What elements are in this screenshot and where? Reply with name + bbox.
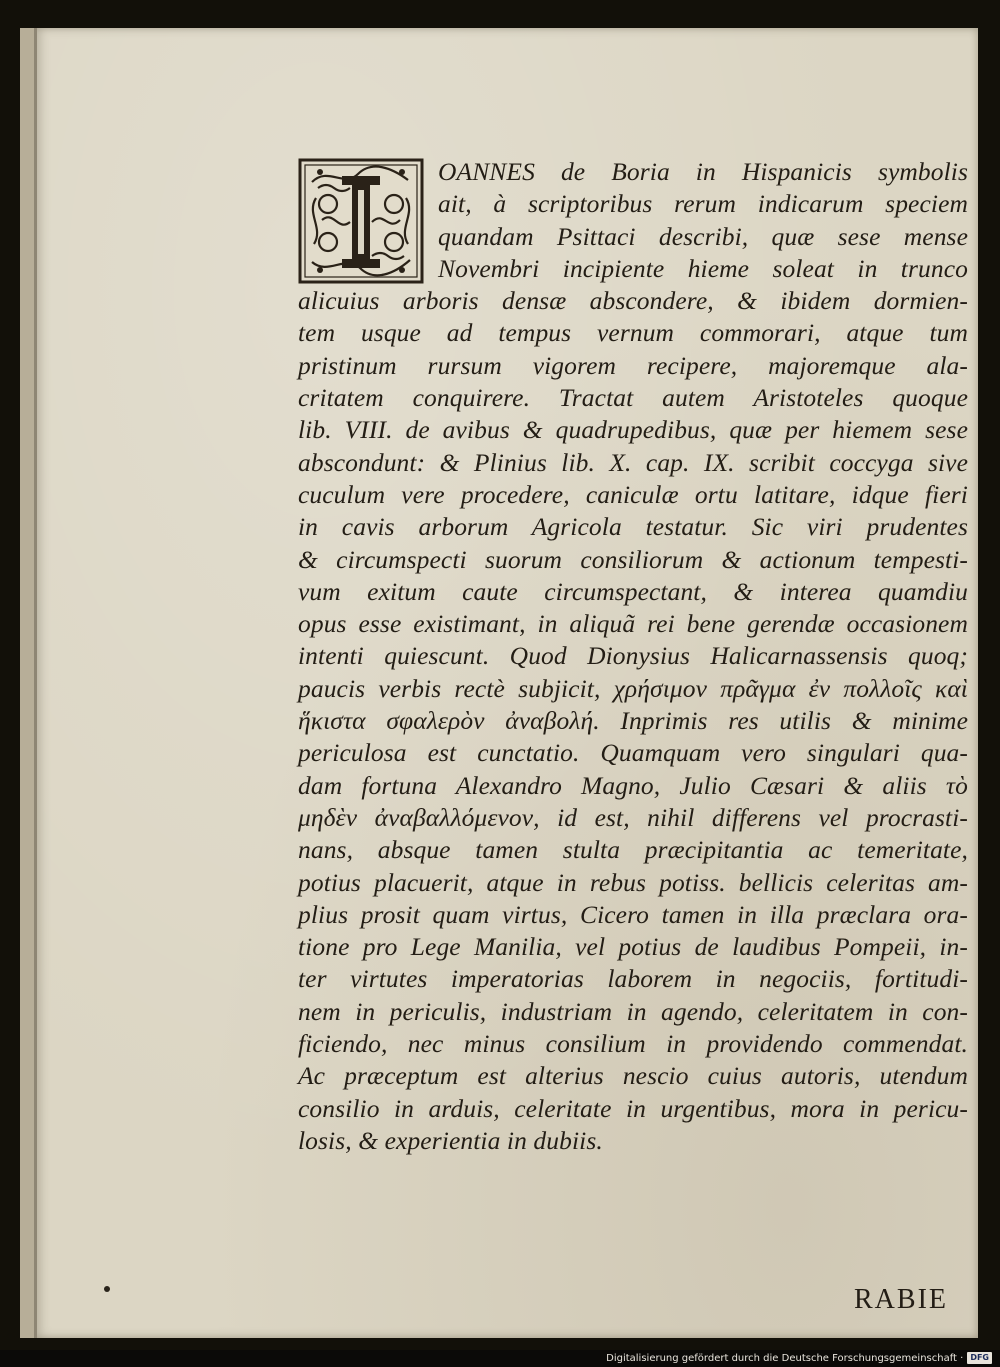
body-text [298, 156, 968, 1315]
text-line: intenti quiescunt. Quod Dionysius Halicarnassensis quoq; [298, 641, 968, 671]
dfg-logo-icon: DFG [967, 1352, 992, 1364]
text-line: cuculum vere procedere, caniculæ ortu latitare, idque fieri [298, 479, 968, 509]
text-line: critatem conquirere. Tractat autem Aristoteles quoque [298, 383, 968, 413]
text-line: potius placuerit, atque in rebus potiss. bellicis celeritas am- [298, 867, 968, 897]
text-line: ficiendo, nec minus consilium in providendo commendat. [298, 1029, 968, 1059]
text-line: tem usque ad tempus vernum commorari, atque tum [298, 318, 968, 348]
page-gutter-edge [34, 28, 37, 1338]
text-line: tione pro Lege Manilia, vel potius de laudibus Pompeii, in- [298, 932, 968, 962]
credit-text: Digitalisierung gefördert durch die Deutsche Forschungsgemeinschaft · [606, 1352, 964, 1364]
text-line: nans, absque tamen stulta præcipitantia ac temeritate, [298, 835, 968, 865]
text-line: nem in periculis, industriam in agendo, celeritatem in con- [298, 996, 968, 1026]
text-line: μηδὲν ἀναβαλλόμενον, id est, nihil differens vel procrasti- [298, 802, 968, 832]
text-line: dam fortuna Alexandro Magno, Julio Cæsari & aliis τὸ [298, 770, 968, 800]
text-line: Novembri incipiente hieme soleat in trunco [438, 253, 968, 283]
text-line: in cavis arborum Agricola testatur. Sic viri prudentes [298, 512, 968, 542]
text-line: lib. VIII. de avibus & quadrupedibus, quæ per hiemem sese [298, 415, 968, 445]
text-line: & circumspecti suorum consiliorum & actionum tempesti- [298, 544, 968, 574]
text-line: abscondunt: & Plinius lib. X. cap. IX. scribit coccyga sive [298, 447, 968, 477]
text-line: vum exitum caute circumspectant, & interea quamdiu [298, 576, 968, 606]
ink-spot [104, 1286, 110, 1292]
text-line: alicuius arboris densæ abscondere, & ibidem dormien- [298, 286, 968, 316]
text-line: pristinum rursum vigorem recipere, majoremque ala- [298, 350, 968, 380]
text-line: losis, & experientia in dubiis. [298, 1125, 603, 1155]
book-page [20, 28, 978, 1338]
text-line: ἥκιστα σφαλερὸν ἀναβολή. Inprimis res utilis & minime [298, 706, 968, 736]
text-line: consilio in arduis, celeritate in urgentibus, mora in pericu- [298, 1093, 968, 1123]
text-line: plius prosit quam virtus, Cicero tamen in illa præclara ora- [298, 899, 968, 929]
catchword: RABIE [854, 1284, 948, 1315]
decorated-initial-I-icon [298, 158, 424, 284]
text-line: Ac præceptum est alterius nescio cuius autoris, utendum [298, 1061, 968, 1091]
digitization-credit [606, 1351, 992, 1365]
text-line: periculosa est cunctatio. Quamquam vero singulari qua- [298, 738, 968, 768]
text-line: ait, à scriptoribus rerum indicarum speciem [438, 189, 968, 219]
text-line: quandam Psittaci describi, quæ sese mense [438, 221, 968, 251]
text-line: OANNES de Boria in Hispanicis symbolis [438, 157, 968, 186]
text-line: opus esse existimant, in aliquã rei bene gerendæ occasionem [298, 609, 968, 639]
text-line: paucis verbis rectè subjicit, χρήσιμον πρᾶγμα ἐν πολλοῖς καὶ [298, 673, 968, 703]
text-line: ter virtutes imperatorias laborem in negociis, fortitudi- [298, 964, 968, 994]
